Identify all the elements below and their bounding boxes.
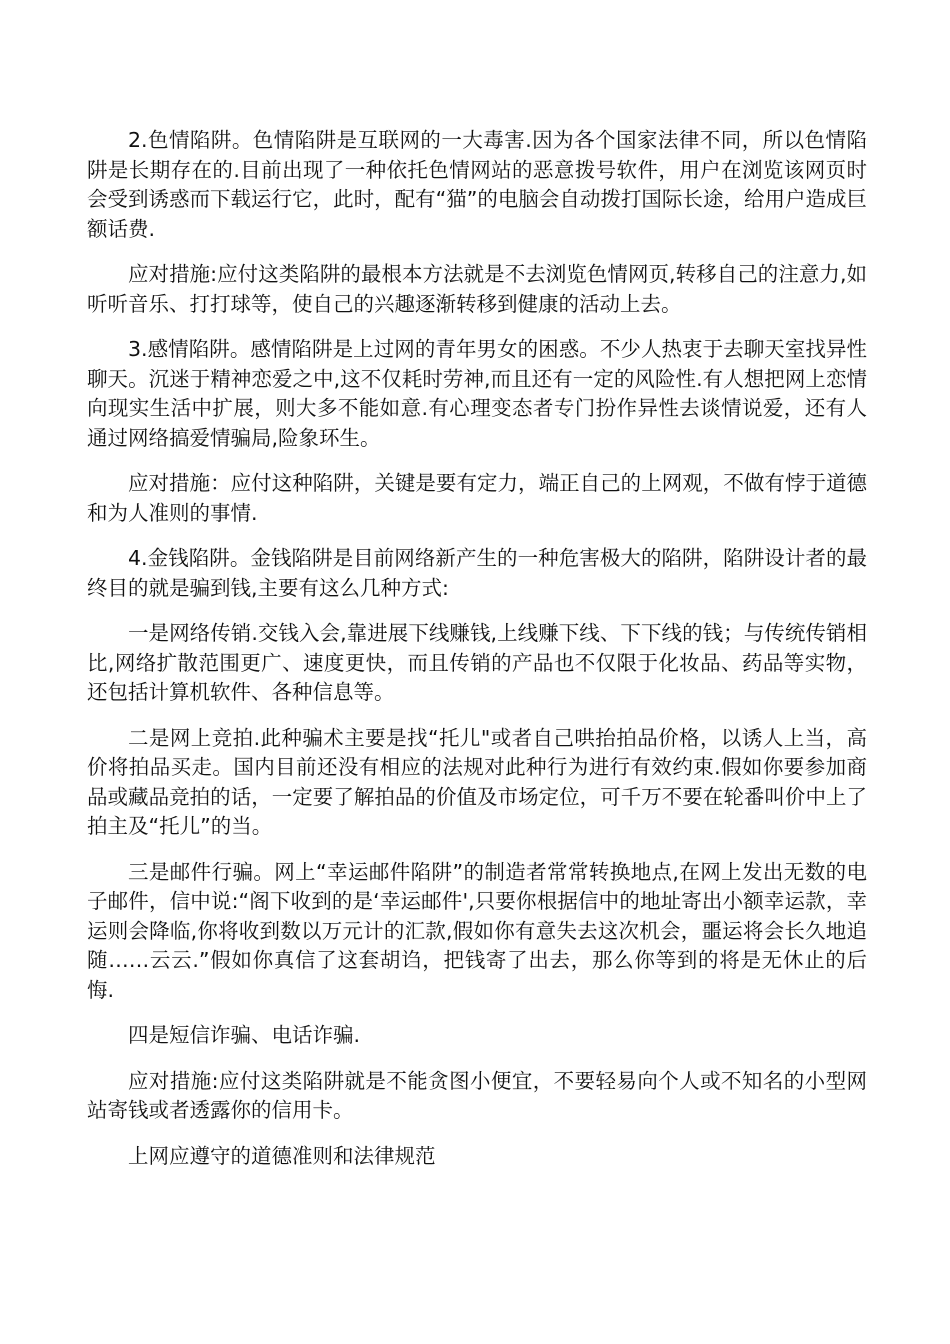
document-body: [87, 126, 867, 1187]
paragraph-network-mlm: 一是网络传销.交钱入会,靠进展下线赚钱,上线赚下线、下下线的钱；与传统传销相比,网络扩散范围更广、速度更快，而且传销的产品也不仅限于化妆品、药品等实物，还包括计算机软件、各种信息等。: [87, 621, 867, 704]
paragraph-online-auction: 二是网上竞拍.此种骗术主要是找“托儿"或者自己哄抬拍品价格，以诱人上当，高价将拍品买走。国内目前还没有相应的法规对此种行为进行有效约束.假如你要参加商品或藏品竞拍的话，一定要了解拍品的价值及市场定位，可千万不要在轮番叫价中上了拍主及“托儿”的当。: [87, 725, 867, 838]
paragraph-countermeasure-2: 应对措施：应付这种陷阱，关键是要有定力，端正自己的上网观，不做有悖于道德和为人准则的事情.: [87, 471, 867, 525]
paragraph-emotion-trap: 3.感情陷阱。感情陷阱是上过网的青年男女的困惑。不少人热衷于去聊天室找异性聊天。沉迷于精神恋爱之中,这不仅耗时劳神,而且还有一定的风险性.有人想把网上恋情向现实生活中扩展，则大多不能如意.有心理变态者专门扮作异性去谈情说爱，还有人通过网络搞爱情骗局,险象环生。: [87, 337, 867, 450]
paragraph-sex-trap: 2.色情陷阱。色情陷阱是互联网的一大毒害.因为各个国家法律不同，所以色情陷阱是长期存在的.目前出现了一种依托色情网站的恶意拨号软件，用户在浏览该网页时会受到诱惑而下载运行它，此时，配有“猫”的电脑会自动拨打国际长途，给用户造成巨额话费.: [87, 128, 867, 241]
paragraph-countermeasure-3: 应对措施:应付这类陷阱就是不能贪图小便宜，不要轻易向个人或不知名的小型网站寄钱或者透露你的信用卡。: [87, 1068, 867, 1122]
paragraph-money-trap: 4.金钱陷阱。金钱陷阱是目前网络新产生的一种危害极大的陷阱，陷阱设计者的最终目的就是骗到钱,主要有这么几种方式:: [87, 546, 867, 600]
paragraph-section-heading: 上网应遵守的道德准则和法律规范: [128, 1143, 436, 1168]
paragraph-countermeasure-1: 应对措施:应付这类陷阱的最根本方法就是不去浏览色情网页,转移自己的注意力,如听听音乐、打打球等，使自己的兴趣逐渐转移到健康的活动上去。: [87, 262, 867, 316]
paragraph-email-scam: 三是邮件行骗。网上“幸运邮件陷阱”的制造者常常转换地点,在网上发出无数的电子邮件，信中说:“阁下收到的是‘幸运邮件',只要你根据信中的地址寄出小额幸运款，幸运则会降临,你将收到数以万元计的汇款,假如你有意失去这次机会，噩运将会长久地追随……云云.”假如你真信了这套胡诌，把钱寄了出去，那么你等到的将是无休止的后悔.: [87, 859, 867, 1002]
paragraph-sms-phone-scam: 四是短信诈骗、电话诈骗.: [128, 1023, 361, 1047]
